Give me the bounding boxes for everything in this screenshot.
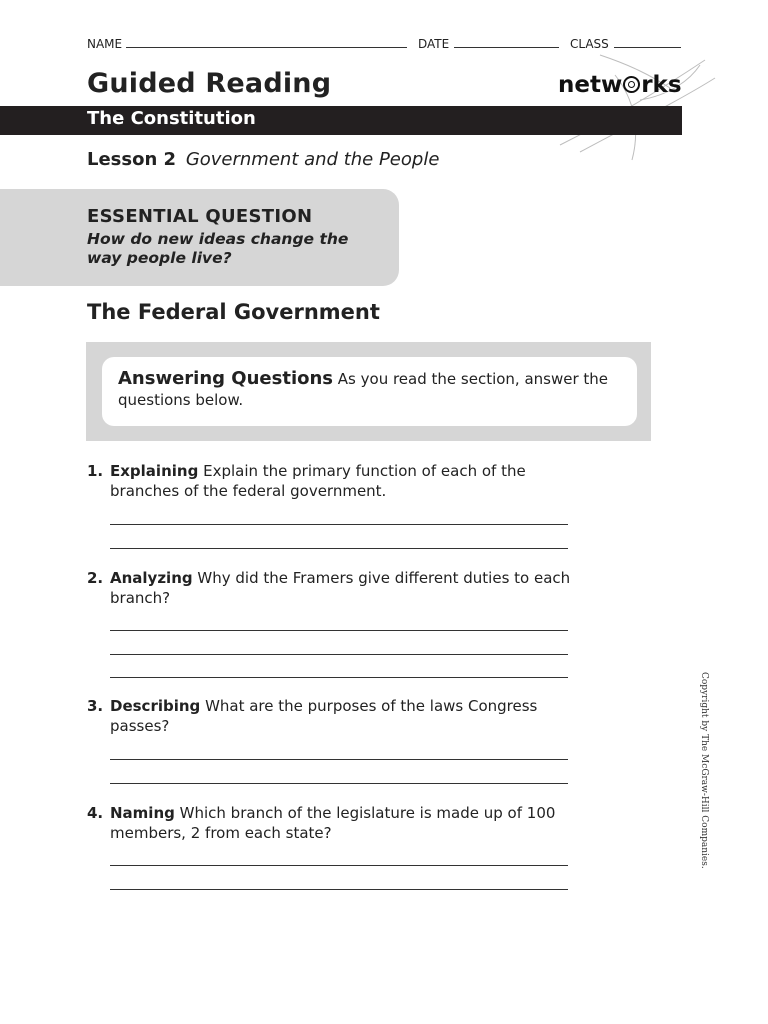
answer-line[interactable] [110,759,568,760]
section-title: The Federal Government [87,300,380,324]
question-skill: Describing [110,697,201,715]
essential-question-text: How do new ideas change the way people live? [87,230,349,267]
page-title: Guided Reading [87,68,332,99]
question-number: 3. [87,697,104,715]
question-text: What are the purposes of the laws Congress passes? [110,697,538,735]
lesson-number: Lesson 2 [87,149,177,170]
question-skill: Explaining [110,462,199,480]
question-number: 4. [87,804,104,822]
answer-line[interactable] [110,654,568,655]
question-2 [87,568,577,608]
question-text: Explain the primary function of each of the branches of the federal government. [110,462,526,500]
question-number: 1. [87,462,104,480]
question-number: 2. [87,569,104,587]
question-1 [87,461,577,501]
answer-line[interactable] [110,865,568,866]
name-label: NAME [87,37,123,51]
logo-text-post: rks [641,72,682,98]
logo-globe-icon [623,76,640,93]
question-4 [87,803,577,843]
lesson-title: Government and the People [185,149,440,170]
brand-swoosh-decoration [540,40,768,170]
date-label: DATE [418,37,450,51]
lesson-heading [87,149,439,170]
chapter-title: The Constitution [87,108,256,129]
question-3 [87,696,577,736]
answer-line[interactable] [110,630,568,631]
answer-line[interactable] [110,783,568,784]
answer-line[interactable] [110,889,568,890]
date-field[interactable] [454,47,559,48]
question-skill: Analyzing [110,569,193,587]
class-label: CLASS [570,37,609,51]
name-field[interactable] [126,47,407,48]
essential-question-heading: ESSENTIAL QUESTION [87,206,313,227]
question-skill: Naming [110,804,175,822]
instructions-heading: Answering Questions [118,368,334,389]
question-text: Which branch of the legislature is made up of 100 members, 2 from each state? [110,804,556,842]
answer-line[interactable] [110,677,568,678]
instructions-text [118,368,628,411]
networks-logo [558,72,682,98]
answer-line[interactable] [110,524,568,525]
instructions-body: As you read the section, answer the questions below. [118,370,609,409]
logo-text-pre: netw [558,72,623,98]
question-text: Why did the Framers give different duties to each branch? [110,569,571,607]
answer-line[interactable] [110,548,568,549]
class-field[interactable] [614,47,681,48]
copyright-notice: Copyright by The McGraw-Hill Companies. [699,672,709,869]
